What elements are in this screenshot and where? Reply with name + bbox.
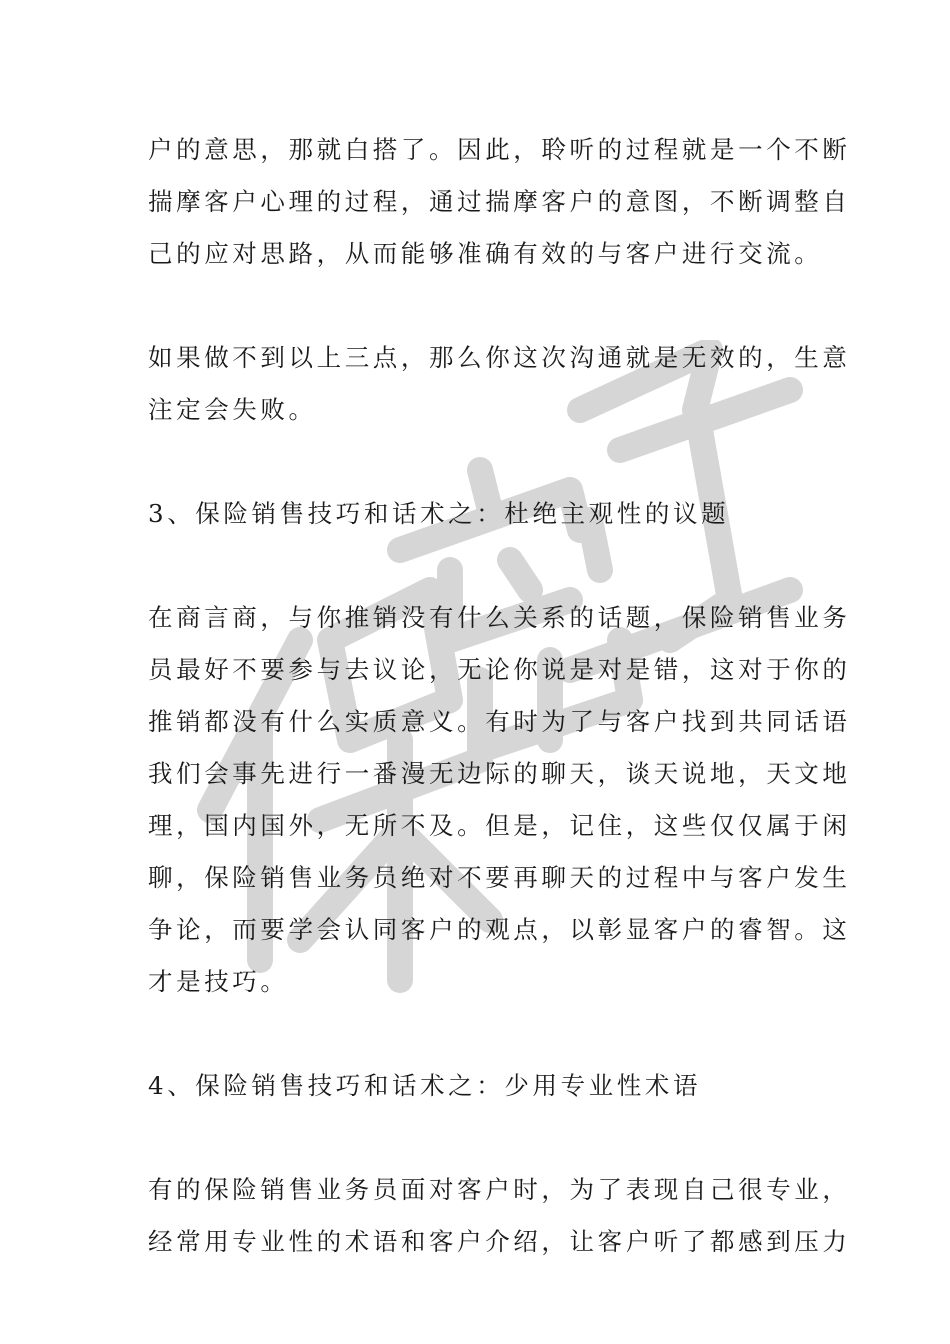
text-line: 户的意思，那就白搭了。因此，聆听的过程就是一个不断 <box>148 135 851 164</box>
heading-text: 3、保险销售技巧和话术之：杜绝主观性的议题 <box>148 499 730 528</box>
text-line: 有的保险销售业务员面对客户时，为了表现自己很专业， <box>148 1175 851 1204</box>
heading-text: 4、保险销售技巧和话术之：少用专业性术语 <box>148 1071 702 1100</box>
text-line: 理，国内国外，无所不及。但是，记住，这些仅仅属于闲 <box>148 811 851 840</box>
text-line: 我们会事先进行一番漫无边际的聊天，谈天说地，天文地 <box>148 759 851 788</box>
text-line: 如果做不到以上三点，那么你这次沟通就是无效的，生意 <box>148 343 851 372</box>
paragraph <box>148 1164 851 1268</box>
text-line: 才是技巧。 <box>148 967 289 996</box>
text-line: 注定会失败。 <box>148 395 317 424</box>
section-heading <box>148 488 808 540</box>
text-line: 经常用专业性的术语和客户介绍，让客户听了都感到压力 <box>148 1227 851 1256</box>
paragraph <box>148 332 851 436</box>
text-line: 争论，而要学会认同客户的观点，以彰显客户的睿智。这 <box>148 915 851 944</box>
text-line: 推销都没有什么实质意义。有时为了与客户找到共同话语 <box>148 707 851 736</box>
paragraph <box>148 124 851 280</box>
text-line: 揣摩客户心理的过程，通过揣摩客户的意图，不断调整自 <box>148 187 851 216</box>
text-line: 聊，保险销售业务员绝对不要再聊天的过程中与客户发生 <box>148 863 851 892</box>
text-line: 己的应对思路，从而能够准确有效的与客户进行交流。 <box>148 239 823 268</box>
section-heading <box>148 1060 808 1112</box>
text-line: 员最好不要参与去议论，无论你说是对是错，这对于你的 <box>148 655 851 684</box>
document-body <box>148 124 851 1268</box>
paragraph <box>148 592 851 1008</box>
text-line: 在商言商，与你推销没有什么关系的话题，保险销售业务 <box>148 603 851 632</box>
